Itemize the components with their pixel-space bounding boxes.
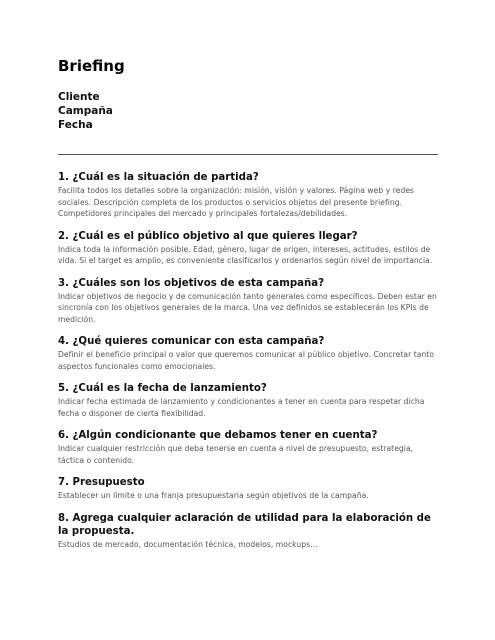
briefing-page (58, 56, 438, 560)
section-text: Indicar objetivos de negocio y de comunicación tanto generales como específicos. Deben estar en sincronía con los objetivos generales de la marca. Una vez definidos se establecerán los KPIs de medición. (58, 291, 437, 324)
section-situacion (58, 171, 438, 220)
section-lanzamiento (58, 382, 438, 419)
section-comunicar (58, 335, 438, 372)
section-heading: 1. ¿Cuál es la situación de partida? (58, 172, 259, 183)
section-condicionantes (58, 429, 438, 466)
meta-block (58, 90, 438, 132)
meta-fecha: Fecha (58, 119, 93, 131)
section-heading: 6. ¿Algún condicionante que debamos tener en cuenta? (58, 430, 378, 441)
section-heading: 8. Agrega cualquier aclaración de utilidad para la elaboración de la propuesta. (58, 512, 431, 537)
section-heading: 3. ¿Cuáles son los objetivos de esta campaña? (58, 277, 325, 289)
section-text: Estudios de mercado, documentación técnica, modelos, mockups… (58, 539, 318, 549)
section-text: Definir el beneficio principal o valor que queremos comunicar al público objetivo. Concretar tanto aspectos funcionales como emocionales. (58, 350, 435, 371)
section-heading: 4. ¿Qué quieres comunicar con esta campaña? (58, 336, 325, 347)
document-title: Briefing (58, 57, 125, 75)
horizontal-divider (58, 154, 438, 155)
section-text: Indica toda la información posible. Edad, género, lugar de origen, intereses, actitudes, estilos de vida. Si el target es amplio, es conveniente clasificarlos y ordenarlos según nivel de importancia. (58, 244, 433, 265)
section-objetivos (58, 277, 438, 326)
section-text: Indicar fecha estimada de lanzamiento y condicionantes a tener en cuenta para respetar dicha fecha o disponer de cierta flexibilidad. (58, 397, 425, 418)
section-heading: 7. Presupuesto (58, 477, 145, 488)
section-heading: 5. ¿Cuál es la fecha de lanzamiento? (58, 383, 267, 394)
section-heading: 2. ¿Cuál es el público objetivo al que quieres llegar? (58, 230, 358, 242)
meta-cliente: Cliente (58, 91, 100, 103)
section-publico (58, 230, 438, 267)
section-text: Establecer un límite o una franja presupuestaria según objetivos de la campaña. (58, 491, 369, 500)
section-text: Indicar cualquier restricción que deba tenerse en cuenta a nivel de presupuesto, estrategia, táctica o contenido. (58, 444, 414, 465)
section-text: Facilita todos los detalles sobre la organización: misión, visión y valores. Página web y redes sociales. Descripción completa de los productos o servicios objetos del presente briefing. Competidores principales del mercado y principales fortalezas/debilidades. (58, 186, 415, 218)
section-aclaraciones (58, 512, 438, 551)
meta-campana: Campaña (58, 105, 113, 117)
section-presupuesto (58, 476, 438, 502)
